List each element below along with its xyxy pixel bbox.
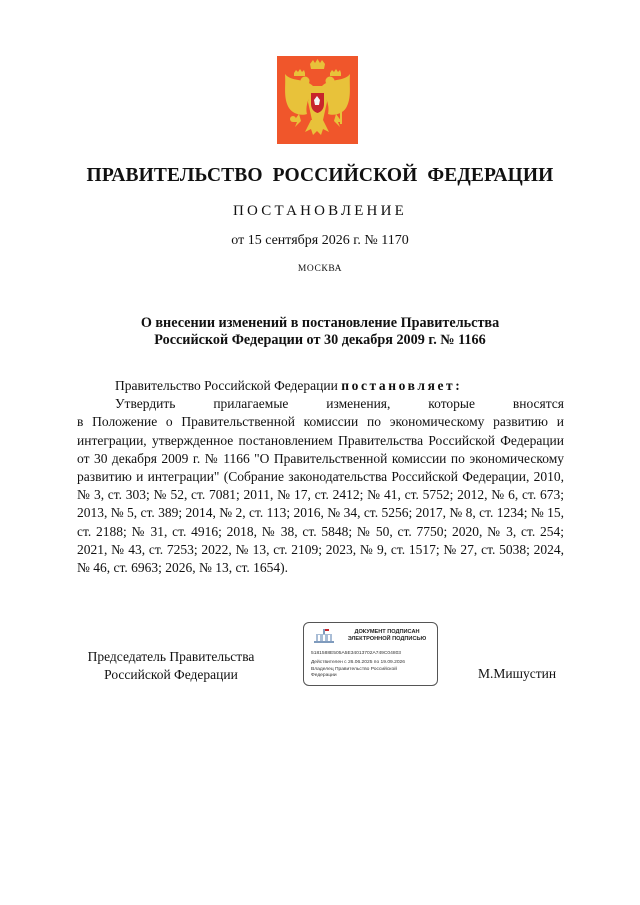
- main-paragraph-first-line: Утвердить прилагаемые изменения, которые вносятся: [115, 396, 564, 412]
- document-type: ПОСТАНОВЛЕНИЕ: [233, 203, 407, 219]
- stamp-heading-line-2: ЭЛЕКТРОННОЙ ПОДПИСЬЮ: [347, 636, 427, 642]
- building-icon: [313, 628, 335, 644]
- signatory-title-line-1: Председатель Правительства: [87, 649, 255, 664]
- main-paragraph: [77, 395, 564, 577]
- electronic-signature-stamp: [303, 622, 438, 686]
- stamp-validity: Действителен с 26.06.2025 по 19.09.2026: [311, 660, 405, 665]
- intro-paragraph: [77, 377, 564, 395]
- signatory-name: М.Мишустин: [478, 666, 557, 681]
- signatory-title: [78, 648, 264, 684]
- coat-of-arms-icon: [277, 56, 358, 144]
- document-city: МОСКВА: [297, 264, 343, 274]
- stamp-owner-line-1: Владелец Правительство Российской: [311, 667, 397, 672]
- stamp-heading: [338, 629, 436, 643]
- main-paragraph-rest: в Положение о Правительственной комиссии по экономическому развитию и интеграции, утвержденное постановлением Правительства Российской Федерации от 30 декабря 2009 г. № 1166 "О Правительственной комиссии по экономическому развитию и интеграции" (Собрание законодательства Российской Федерации, 2010, № 3, ст. 303; № 52, ст. 7081; 2011, № 17, ст. 2412; № 41, ст. 5752; 2012, № 6, ст. 673; 2013, № 5, ст. 389; 2014, № 2, ст. 113; 2016, № 34, ст. 5256; 2017, № 8, ст. 1234; № 15, ст. 2188; № 31, ст. 4916; 2018, № 38, ст. 5848; № 50, ст. 7750; 2020, № 3, ст. 254; 2021, № 43, ст. 7253; 2022, № 13, ст. 2109; 2023, № 9, ст. 1517; № 27, ст. 5038; 2024, № 46, ст. 6963; 2026, № 13, ст. 1654).: [77, 414, 564, 576]
- stamp-owner-line-2: Федерации: [311, 673, 337, 678]
- stamp-serial: 5181588E505A5E34013702A749C04803: [311, 651, 402, 656]
- signatory-title-line-2: Российской Федерации: [104, 667, 238, 682]
- subject-line-1: О внесении изменений в постановление Правительства: [140, 315, 500, 331]
- subject-line-2: Российской Федерации от 30 декабря 2009 г. № 1166: [154, 332, 486, 348]
- resolves-word: постановляет:: [341, 378, 463, 393]
- stamp-heading-line-1: ДОКУМЕНТ ПОДПИСАН: [354, 629, 420, 635]
- government-title: ПРАВИТЕЛЬСТВО РОССИЙСКОЙ ФЕДЕРАЦИИ: [86, 165, 554, 186]
- document-date: от 15 сентября 2026 г. № 1170: [231, 233, 409, 248]
- intro-text: Правительство Российской Федерации: [115, 378, 342, 393]
- document-body: [77, 377, 564, 577]
- document-subject: [0, 315, 640, 349]
